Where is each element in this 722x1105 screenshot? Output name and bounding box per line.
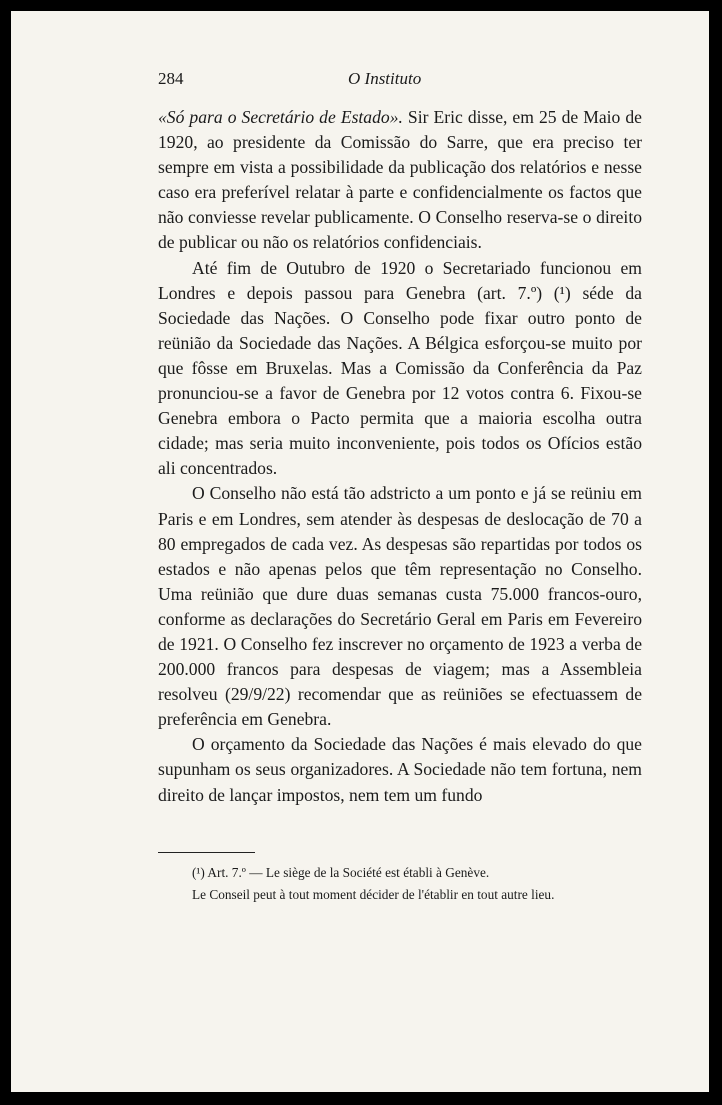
quoted-phrase: «Só para o Secretário de Estado». <box>158 107 403 127</box>
paragraph-2: Até fim de Outubro de 1920 o Secretariado funcionou em Londres e depois passou para Genebra (art. 7.º) (¹) séde da Sociedade das Nações. O Conselho pode fixar outro ponto de reünião da Sociedade das Nações. A Bélgica esforçou-se muito por que fôsse em Bruxelas. Mas a Comissão da Conferência da Paz pronunciou-se a favor de Genebra por 12 votos contra 6. Fixou-se Genebra embora o Pacto permita que a maioria escolha outra cidade; mas seria muito inconveniente, pois todos os Ofícios estão ali concentrados. <box>158 257 642 479</box>
body-text <box>158 105 642 808</box>
footnotes <box>158 862 642 906</box>
paragraph-4: O orçamento da Sociedade das Nações é mais elevado do que supunham os seus organizadores. A Sociedade não tem fortuna, nem direito de lançar impostos, nem tem um fundo <box>158 734 642 805</box>
book-page <box>11 11 709 1092</box>
page-header <box>158 69 642 93</box>
footnote-1-continued: Le Conseil peut à tout moment décider de l'établir en tout autre lieu. <box>192 887 555 902</box>
page-number: 284 <box>158 69 184 88</box>
paragraph-1 <box>158 105 642 256</box>
paragraph-1-text: Sir Eric disse, em 25 de Maio de 1920, ao presidente da Comissão do Sarre, que era preciso ter sempre em vista a possibilidade da publicação dos relatórios e nesse caso era preferível relatar à parte e confidencialmente os factos que não conviesse revelar publicamente. O Conselho reserva-se o direito de publicar ou não os relatórios confidenciais. <box>158 107 642 253</box>
paragraph-3: O Conselho não está tão adstricto a um ponto e já se reüniu em Paris e em Londres, sem atender às despesas de deslocação de 70 a 80 empregados de cada vez. As despesas são repartidas por todos os estados e não apenas pelos que têm representação no Conselho. Uma reünião que dure duas semanas custa 75.000 francos-ouro, conforme as declarações do Secretário Geral em Paris em Fevereiro de 1921. O Conselho fez inscrever no orçamento de 1923 a verba de 200.000 francos para despesas de viagem; mas a Assembleia resolveu (29/9/22) recomendar que as reüniões se efectuassem de preferência em Genebra. <box>158 483 642 730</box>
running-title: O Instituto <box>348 69 422 88</box>
footnote-1: (¹) Art. 7.º — Le siège de la Société est établi à Genève. <box>192 865 490 880</box>
footnote-divider <box>158 852 255 853</box>
